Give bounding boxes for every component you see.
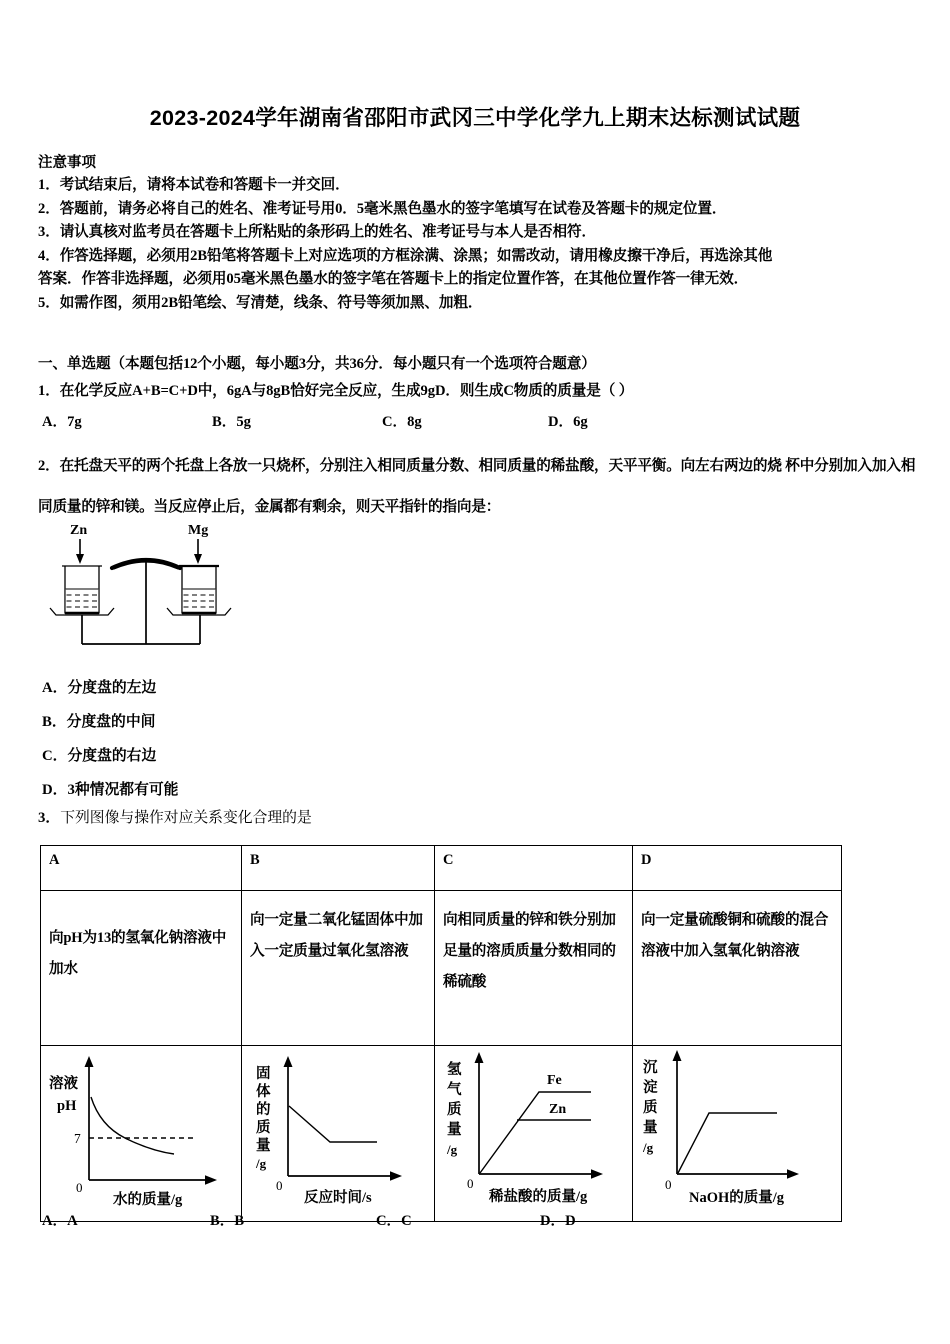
notice-heading: 注意事项 (38, 155, 96, 171)
chart-a-origin-label: 0 (76, 1180, 83, 1195)
chart-c-zn-label: Zn (549, 1102, 567, 1117)
svg-text:的: 的 (256, 1102, 271, 1118)
question-1-stem: 1．在化学反应A+B=C+D中，6gA与8gB恰好完全反应，生成9gD．则生成C物质的质量是（ ） (38, 383, 634, 399)
chart-b-x-arrow (390, 1171, 402, 1181)
notice-line-1: 1．考试结束后，请将本试卷和答题卡一并交回． (38, 177, 350, 193)
zn-arrow-head (76, 554, 84, 564)
chart-b-data-line (289, 1106, 377, 1142)
chart-a-ylabel-line1: 溶液 (49, 1076, 78, 1092)
question-2-options (42, 671, 462, 807)
description-cell-c: 向相同质量的锌和铁分别加足量的溶质质量分数相同的稀硫酸 (435, 891, 633, 1046)
question-1-option-c[interactable]: C．8g (382, 414, 422, 430)
question-2-option-a[interactable]: A．分度盘的左边 (42, 680, 157, 696)
table-header-b: B (242, 846, 435, 891)
question-2-option-c[interactable]: C．分度盘的右边 (42, 748, 157, 764)
svg-text:固: 固 (256, 1066, 271, 1082)
notice-line-6: 5．如需作图，须用2B铅笔绘、写清楚，线条、符号等须加黑、加粗． (38, 294, 483, 311)
chart-a-svg (41, 1046, 233, 1221)
chart-d-origin-label: 0 (665, 1177, 672, 1192)
section-heading: 一、单选题（本题包括12个小题，每小题3分，共36分．每小题只有一个选项符合题意） (38, 356, 596, 372)
question-1-option-d[interactable]: D．6g (548, 414, 588, 430)
chart-a-x-arrow (205, 1175, 217, 1185)
balance-base-frame (82, 615, 200, 644)
chart-b-y-arrow (284, 1056, 293, 1067)
question-1-option-a[interactable]: A．7g (42, 414, 82, 430)
svg-text:/g: /g (256, 1156, 267, 1171)
chart-c-origin-label: 0 (467, 1176, 474, 1191)
svg-text:氢: 氢 (447, 1062, 462, 1078)
page-title: 2023-2024学年湖南省邵阳市武冈三中学化学九上期末达标测试试题 (149, 106, 801, 130)
right-beaker (179, 566, 219, 613)
notice-line-4: 4．作答选择题，必须用2B铅笔将答题卡上对应选项的方框涂满、涂黑；如需改动，请用橡皮擦干净后，再选涂其他 (38, 247, 773, 264)
chart-c-ylabel (446, 1060, 462, 1157)
table-chart-row (41, 1046, 842, 1222)
question-3-stem (38, 806, 312, 827)
mg-label: Mg (188, 523, 209, 538)
svg-text:/g: /g (447, 1142, 458, 1157)
question-3-text: 下列图像与操作对应关系变化合理的是 (60, 810, 312, 826)
question-3-option-b[interactable]: B．B (210, 1213, 245, 1229)
chart-b-xlabel: 反应时间/s (304, 1190, 372, 1206)
chart-d-y-arrow (673, 1050, 682, 1061)
svg-text:量: 量 (256, 1138, 271, 1154)
chart-d-data-line (678, 1113, 777, 1173)
chart-cell-d (633, 1046, 842, 1222)
question-3-option-a[interactable]: A．A (42, 1213, 78, 1229)
question-3-number: 3． (38, 810, 61, 826)
notice-block (38, 152, 918, 316)
chart-d-svg (633, 1046, 833, 1221)
chart-a-ytick-7: 7 (74, 1131, 81, 1146)
chart-cell-a (41, 1046, 242, 1222)
chart-c-fe-line (480, 1092, 591, 1173)
chart-cell-b (242, 1046, 435, 1222)
svg-text:体: 体 (256, 1084, 271, 1100)
notice-line-5: 答案．作答非选择题，必须用05毫米黑色墨水的签字笔在答题卡上的指定位置作答，在其他位置作答一律无效． (38, 271, 749, 288)
svg-text:淀: 淀 (643, 1080, 658, 1096)
description-cell-d: 向一定量硫酸铜和硫酸的混合溶液中加入氢氧化钠溶液 (633, 891, 842, 1046)
svg-text:质: 质 (447, 1102, 462, 1118)
balance-scale-svg (40, 516, 290, 656)
question-2-option-b[interactable]: B．分度盘的中间 (42, 714, 156, 730)
description-cell-b: 向一定量二氧化锰固体中加入一定质量过氧化氢溶液 (242, 891, 435, 1046)
table-header-a: A (41, 846, 242, 891)
chart-b-svg (242, 1046, 426, 1221)
chart-b-origin-label: 0 (276, 1178, 283, 1193)
zn-label: Zn (70, 523, 88, 538)
chart-d-x-arrow (787, 1169, 799, 1179)
chart-c-x-arrow (591, 1169, 603, 1179)
table-description-row (41, 891, 842, 1046)
description-cell-a: 向pH为13的氢氧化钠溶液中加水 (41, 891, 242, 1046)
table-header-d: D (633, 846, 842, 891)
svg-text:量: 量 (643, 1120, 658, 1136)
chart-c-svg (435, 1046, 624, 1221)
mg-arrow-head (194, 554, 202, 564)
table-header-row (41, 846, 842, 891)
question-2-stem-line-2: 杯中分别加入加入相同质量的锌和镁。当反应停止后，金属都有剩余，则天平指针的指向是： (38, 458, 916, 515)
chart-cell-c (435, 1046, 633, 1222)
question-2-option-d[interactable]: D．3种情况都有可能 (42, 782, 179, 798)
svg-text:/g: /g (643, 1140, 654, 1155)
svg-text:沉: 沉 (643, 1060, 658, 1076)
option-comparison-table (40, 845, 842, 1222)
notice-line-2: 2．答题前，请务必将自己的姓名、准考证号用0．5毫米黑色墨水的签字笔填写在试卷及答题卡的规定位置． (38, 200, 727, 217)
chart-d-ylabel (642, 1059, 658, 1155)
question-3-option-d[interactable]: D．D (540, 1213, 576, 1229)
question-2-stem-line-1: 2．在托盘天平的两个托盘上各放一只烧杯，分别注入相同质量分数、相同质量的稀盐酸，天平平衡。向左右两边的烧 (38, 458, 782, 474)
table-header-c: C (435, 846, 633, 891)
left-beaker (62, 566, 102, 613)
chart-c-xlabel: 稀盐酸的质量/g (489, 1189, 588, 1205)
question-3-option-c[interactable]: C．C (376, 1213, 412, 1229)
svg-text:气: 气 (447, 1082, 462, 1098)
chart-a-ylabel-line2: pH (57, 1098, 77, 1114)
chart-a-curve (91, 1097, 174, 1154)
chart-d-xlabel: NaOH的质量/g (689, 1190, 785, 1206)
chart-a-xlabel: 水的质量/g (113, 1192, 183, 1208)
chart-c-fe-label: Fe (547, 1073, 562, 1088)
chart-b-ylabel (255, 1065, 271, 1171)
chart-c-y-arrow (475, 1052, 484, 1063)
notice-line-3: 3．请认真核对监考员在答题卡上所粘贴的条形码上的姓名、准考证号与本人是否相符． (38, 224, 596, 241)
chart-a-y-arrow (85, 1056, 94, 1067)
question-1-option-b[interactable]: B．5g (212, 414, 251, 430)
svg-text:质: 质 (643, 1100, 658, 1116)
svg-text:量: 量 (447, 1122, 462, 1138)
balance-scale-diagram (40, 516, 290, 656)
svg-text:质: 质 (256, 1120, 271, 1136)
